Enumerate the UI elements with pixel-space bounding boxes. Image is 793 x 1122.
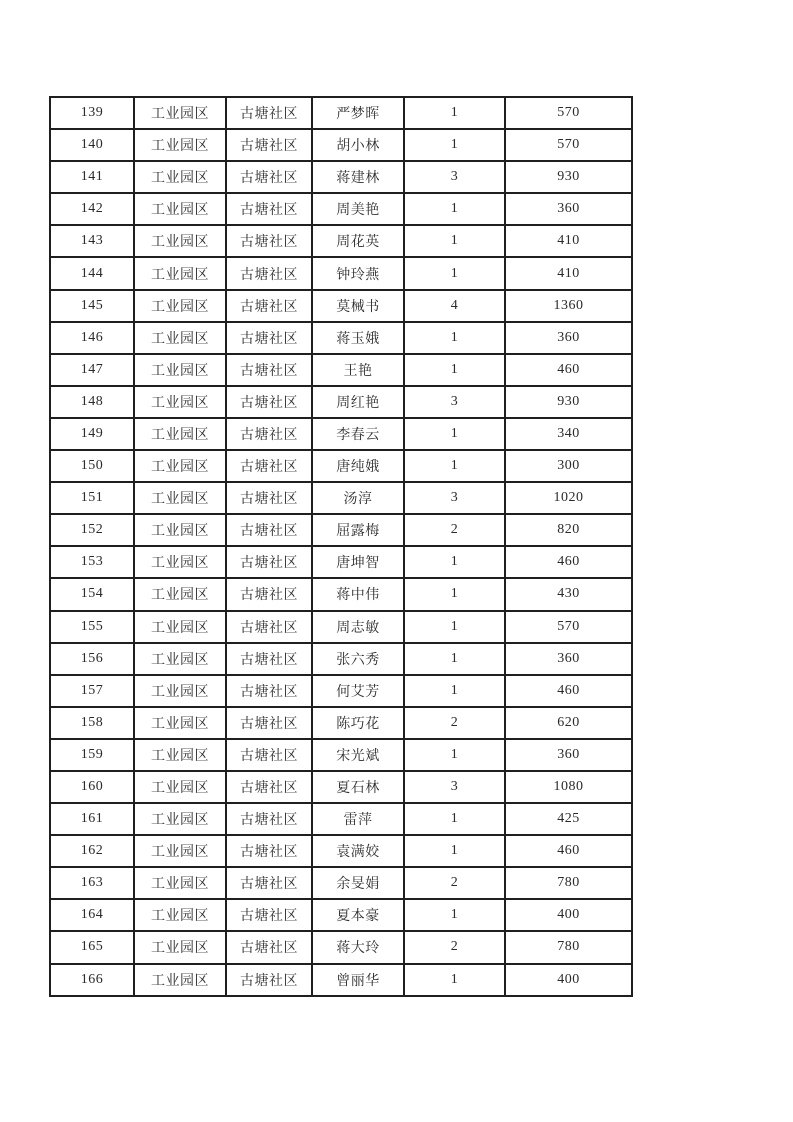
table-row [50,707,632,739]
cell-person-name: 王艳 [312,354,404,386]
table-row [50,803,632,835]
cell-community: 古塘社区 [226,931,312,963]
table-row [50,546,632,578]
table-row [50,386,632,418]
cell-person-name: 余旻娟 [312,867,404,899]
cell-community: 古塘社区 [226,386,312,418]
cell-count: 1 [404,899,505,931]
cell-amount: 1360 [505,290,632,322]
cell-amount: 820 [505,514,632,546]
cell-community: 古塘社区 [226,546,312,578]
cell-count: 1 [404,129,505,161]
cell-region: 工业园区 [134,867,226,899]
cell-region: 工业园区 [134,643,226,675]
cell-region: 工业园区 [134,225,226,257]
table-row [50,867,632,899]
cell-community: 古塘社区 [226,835,312,867]
cell-row-number: 140 [50,129,134,161]
cell-region: 工业园区 [134,193,226,225]
cell-person-name: 袁满姣 [312,835,404,867]
cell-person-name: 周美艳 [312,193,404,225]
cell-region: 工业园区 [134,611,226,643]
cell-amount: 930 [505,161,632,193]
cell-count: 1 [404,643,505,675]
cell-count: 2 [404,707,505,739]
table-row [50,482,632,514]
cell-row-number: 155 [50,611,134,643]
cell-row-number: 163 [50,867,134,899]
cell-amount: 360 [505,193,632,225]
cell-person-name: 张六秀 [312,643,404,675]
cell-person-name: 陈巧花 [312,707,404,739]
cell-community: 古塘社区 [226,899,312,931]
cell-amount: 360 [505,643,632,675]
cell-row-number: 146 [50,322,134,354]
cell-count: 2 [404,514,505,546]
cell-region: 工业园区 [134,739,226,771]
cell-count: 1 [404,450,505,482]
cell-count: 1 [404,354,505,386]
cell-region: 工业园区 [134,257,226,289]
cell-region: 工业园区 [134,707,226,739]
cell-count: 3 [404,771,505,803]
cell-amount: 780 [505,867,632,899]
cell-community: 古塘社区 [226,803,312,835]
table-row [50,739,632,771]
cell-row-number: 152 [50,514,134,546]
cell-community: 古塘社区 [226,161,312,193]
table-row [50,193,632,225]
cell-amount: 460 [505,354,632,386]
cell-region: 工业园区 [134,482,226,514]
cell-amount: 360 [505,322,632,354]
cell-region: 工业园区 [134,386,226,418]
cell-community: 古塘社区 [226,739,312,771]
cell-row-number: 156 [50,643,134,675]
cell-row-number: 162 [50,835,134,867]
cell-amount: 570 [505,611,632,643]
cell-amount: 410 [505,225,632,257]
cell-person-name: 李春云 [312,418,404,450]
cell-row-number: 159 [50,739,134,771]
cell-count: 1 [404,193,505,225]
table-row [50,418,632,450]
cell-count: 1 [404,257,505,289]
table-row [50,257,632,289]
cell-amount: 620 [505,707,632,739]
cell-row-number: 158 [50,707,134,739]
cell-count: 1 [404,803,505,835]
cell-person-name: 蒋大玲 [312,931,404,963]
table-row [50,450,632,482]
cell-person-name: 屈露梅 [312,514,404,546]
cell-row-number: 142 [50,193,134,225]
cell-row-number: 144 [50,257,134,289]
cell-community: 古塘社区 [226,193,312,225]
roster-table [49,96,633,997]
cell-region: 工业园区 [134,514,226,546]
cell-person-name: 严梦晖 [312,97,404,129]
cell-count: 2 [404,867,505,899]
cell-amount: 780 [505,931,632,963]
table-row [50,225,632,257]
cell-region: 工业园区 [134,675,226,707]
table-row [50,771,632,803]
table-row [50,290,632,322]
cell-region: 工业园区 [134,964,226,996]
table-row [50,611,632,643]
table-row [50,899,632,931]
cell-person-name: 夏本豪 [312,899,404,931]
cell-community: 古塘社区 [226,322,312,354]
cell-region: 工业园区 [134,290,226,322]
cell-count: 1 [404,546,505,578]
cell-row-number: 151 [50,482,134,514]
cell-count: 1 [404,322,505,354]
cell-row-number: 165 [50,931,134,963]
cell-community: 古塘社区 [226,450,312,482]
cell-person-name: 唐坤智 [312,546,404,578]
cell-person-name: 夏石林 [312,771,404,803]
cell-amount: 410 [505,257,632,289]
cell-row-number: 161 [50,803,134,835]
cell-region: 工业园区 [134,354,226,386]
cell-amount: 340 [505,418,632,450]
cell-row-number: 141 [50,161,134,193]
cell-person-name: 蒋建林 [312,161,404,193]
table-row [50,578,632,610]
cell-community: 古塘社区 [226,643,312,675]
cell-amount: 300 [505,450,632,482]
cell-count: 1 [404,578,505,610]
cell-region: 工业园区 [134,322,226,354]
cell-amount: 425 [505,803,632,835]
cell-region: 工业园区 [134,771,226,803]
cell-community: 古塘社区 [226,964,312,996]
cell-person-name: 汤淳 [312,482,404,514]
table-row [50,835,632,867]
cell-person-name: 胡小林 [312,129,404,161]
cell-region: 工业园区 [134,450,226,482]
cell-person-name: 雷萍 [312,803,404,835]
cell-person-name: 蒋中伟 [312,578,404,610]
cell-row-number: 148 [50,386,134,418]
cell-amount: 400 [505,899,632,931]
cell-community: 古塘社区 [226,867,312,899]
cell-region: 工业园区 [134,803,226,835]
cell-person-name: 蒋玉娥 [312,322,404,354]
cell-row-number: 145 [50,290,134,322]
cell-region: 工业园区 [134,129,226,161]
cell-person-name: 周红艳 [312,386,404,418]
cell-amount: 1080 [505,771,632,803]
cell-community: 古塘社区 [226,257,312,289]
cell-person-name: 莫械书 [312,290,404,322]
cell-count: 1 [404,675,505,707]
cell-row-number: 149 [50,418,134,450]
cell-region: 工业园区 [134,97,226,129]
cell-row-number: 147 [50,354,134,386]
cell-count: 1 [404,97,505,129]
cell-region: 工业园区 [134,578,226,610]
table-row [50,354,632,386]
cell-count: 3 [404,161,505,193]
cell-person-name: 曾丽华 [312,964,404,996]
cell-count: 1 [404,835,505,867]
cell-amount: 570 [505,129,632,161]
table-row [50,322,632,354]
cell-count: 3 [404,482,505,514]
table-row [50,129,632,161]
cell-count: 4 [404,290,505,322]
cell-amount: 360 [505,739,632,771]
cell-community: 古塘社区 [226,129,312,161]
cell-region: 工业园区 [134,418,226,450]
cell-row-number: 166 [50,964,134,996]
cell-person-name: 周花英 [312,225,404,257]
cell-row-number: 150 [50,450,134,482]
cell-amount: 460 [505,835,632,867]
cell-amount: 430 [505,578,632,610]
table-body [50,97,632,996]
table-row [50,161,632,193]
cell-amount: 930 [505,386,632,418]
cell-count: 1 [404,739,505,771]
cell-row-number: 164 [50,899,134,931]
cell-community: 古塘社区 [226,225,312,257]
cell-community: 古塘社区 [226,707,312,739]
cell-person-name: 何艾芳 [312,675,404,707]
table-row [50,931,632,963]
cell-row-number: 153 [50,546,134,578]
table-row [50,643,632,675]
cell-count: 1 [404,418,505,450]
cell-community: 古塘社区 [226,578,312,610]
cell-count: 1 [404,611,505,643]
cell-community: 古塘社区 [226,675,312,707]
cell-amount: 460 [505,675,632,707]
cell-region: 工业园区 [134,835,226,867]
cell-count: 1 [404,964,505,996]
cell-row-number: 154 [50,578,134,610]
cell-community: 古塘社区 [226,290,312,322]
cell-count: 2 [404,931,505,963]
table-row [50,514,632,546]
table-row [50,97,632,129]
cell-community: 古塘社区 [226,97,312,129]
cell-count: 1 [404,225,505,257]
table-row [50,964,632,996]
cell-amount: 460 [505,546,632,578]
table-row [50,675,632,707]
cell-row-number: 143 [50,225,134,257]
cell-person-name: 唐纯娥 [312,450,404,482]
cell-row-number: 139 [50,97,134,129]
cell-community: 古塘社区 [226,418,312,450]
cell-community: 古塘社区 [226,482,312,514]
cell-person-name: 宋光斌 [312,739,404,771]
cell-community: 古塘社区 [226,514,312,546]
cell-community: 古塘社区 [226,611,312,643]
cell-amount: 1020 [505,482,632,514]
cell-count: 3 [404,386,505,418]
cell-region: 工业园区 [134,161,226,193]
cell-amount: 570 [505,97,632,129]
cell-region: 工业园区 [134,546,226,578]
cell-person-name: 周志敏 [312,611,404,643]
cell-region: 工业园区 [134,899,226,931]
cell-person-name: 钟玲燕 [312,257,404,289]
cell-amount: 400 [505,964,632,996]
cell-row-number: 157 [50,675,134,707]
cell-community: 古塘社区 [226,771,312,803]
cell-region: 工业园区 [134,931,226,963]
cell-row-number: 160 [50,771,134,803]
cell-community: 古塘社区 [226,354,312,386]
